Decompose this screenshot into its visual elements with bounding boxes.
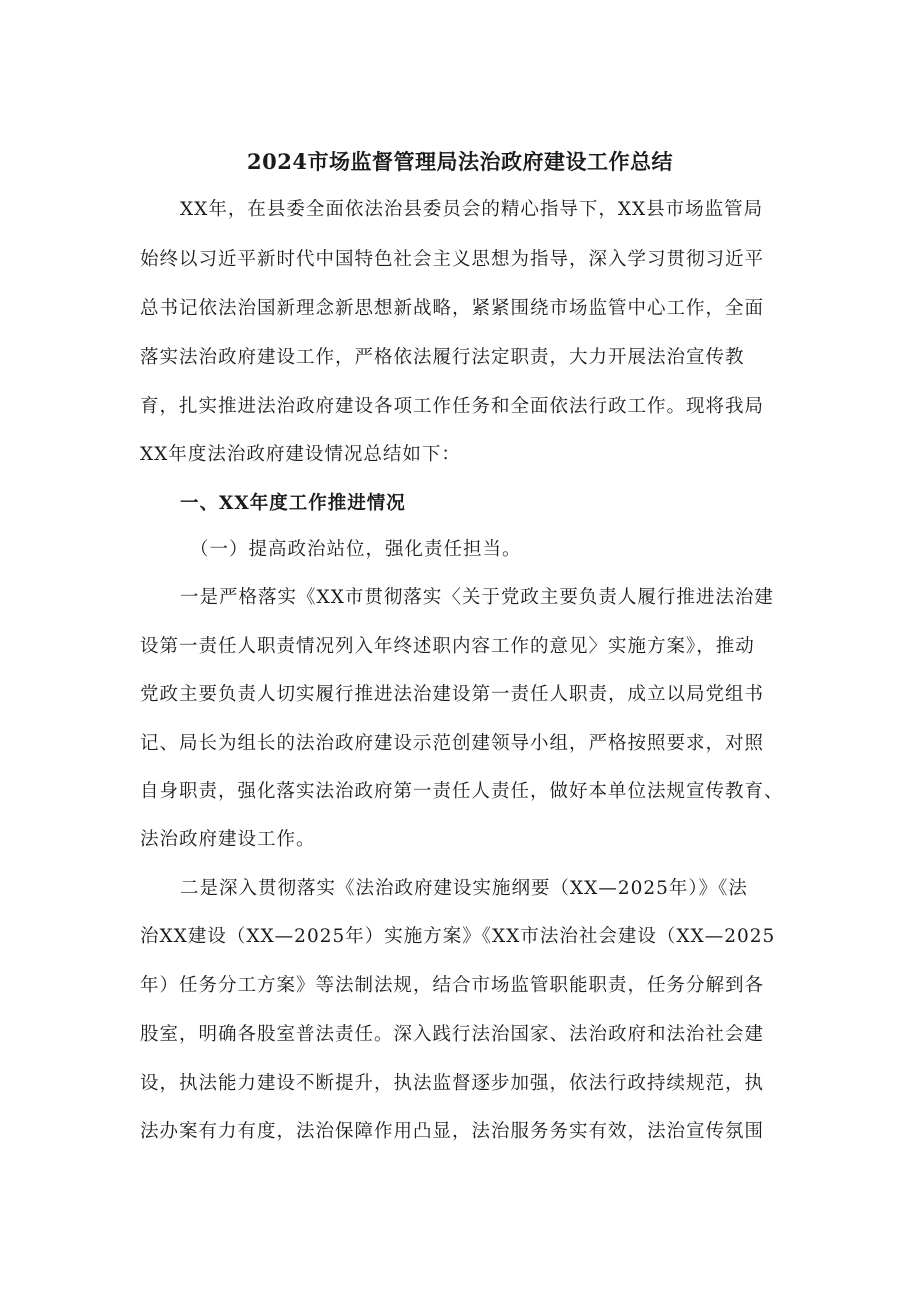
document-title: 2024市场监督管理局法治政府建设工作总结 bbox=[247, 149, 673, 174]
paragraph-1-line-6: XX年度法治政府建设情况总结如下： bbox=[140, 444, 461, 465]
paragraph-3-line-2: 治XX建设（XX—2025年）实施方案》《XX市法治社会建设（XX—2025 bbox=[140, 926, 776, 947]
paragraph-2-line-3: 党政主要负责人切实履行推进法治建设第一责任人职责，成立以局党组书 bbox=[140, 684, 765, 705]
paragraph-3-line-5: 设，执法能力建设不断提升，执法监督逐步加强，依法行政持续规范，执 bbox=[140, 1073, 765, 1094]
paragraph-3-line-4: 股室，明确各股室普法责任。深入践行法治国家、法治政府和法治社会建 bbox=[140, 1024, 765, 1045]
paragraph-1-line-2: 始终以习近平新时代中国特色社会主义思想为指导，深入学习贯彻习近平 bbox=[140, 249, 765, 270]
paragraph-2-line-5: 自身职责，强化落实法治政府第一责任人责任，做好本单位法规宣传教育、 bbox=[140, 781, 784, 802]
paragraph-3-line-3: 年）任务分工方案》等法制法规，结合市场监管职能职责，任务分解到各 bbox=[140, 975, 765, 996]
paragraph-3-line-1: 二是深入贯彻落实《法治政府建设实施纲要（XX—2025年）》《法 bbox=[180, 878, 748, 899]
paragraph-2-line-2: 设第一责任人职责情况列入年终述职内容工作的意见〉实施方案》，推动 bbox=[140, 636, 755, 657]
subsection-heading-1: （一）提高政治站位，强化责任担当。 bbox=[190, 539, 522, 560]
paragraph-1-line-3: 总书记依法治国新理念新思想新战略，紧紧围绕市场监管中心工作，全面 bbox=[140, 298, 765, 319]
paragraph-2-line-6: 法治政府建设工作。 bbox=[140, 829, 316, 850]
paragraph-2-line-4: 记、局长为组长的法治政府建设示范创建领导小组，严格按照要求，对照 bbox=[140, 733, 765, 754]
paragraph-1-line-4: 落实法治政府建设工作，严格依法履行法定职责，大力开展法治宣传教 bbox=[140, 347, 745, 368]
paragraph-1-line-5: 育，扎实推进法治政府建设各项工作任务和全面依法行政工作。现将我局 bbox=[140, 396, 765, 417]
section-heading-1: 一、XX年度工作推进情况 bbox=[180, 493, 406, 514]
paragraph-2-line-1: 一是严格落实《XX市贯彻落实〈关于党政主要负责人履行推进法治建 bbox=[180, 587, 774, 608]
paragraph-1-line-1: XX年，在县委全面依法治县委员会的精心指导下，XX县市场监管局 bbox=[180, 199, 764, 220]
paragraph-3-line-6: 法办案有力有度，法治保障作用凸显，法治服务务实有效，法治宣传氛围 bbox=[140, 1121, 765, 1142]
